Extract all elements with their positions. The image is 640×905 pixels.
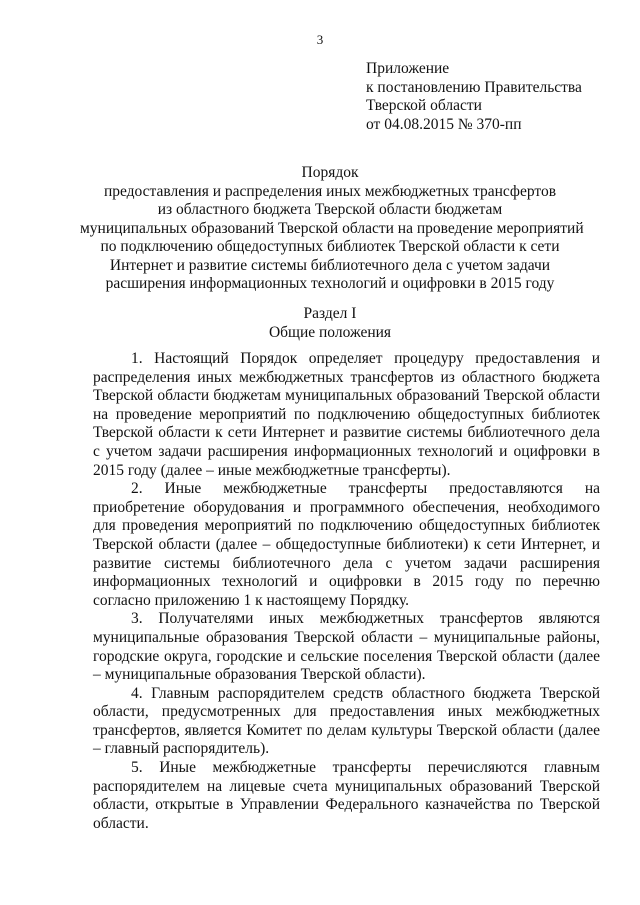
page-number: 3 xyxy=(316,32,324,47)
title-heading: Порядок xyxy=(301,164,359,181)
section-name: Общие положения xyxy=(268,324,392,341)
title-line: расширения информационных технологий и оцифровки в 2015 году xyxy=(105,275,555,292)
appendix-line: Приложение xyxy=(366,60,450,77)
document-body xyxy=(93,350,600,833)
title-line: по подключению общедоступных библиотек Тверской области к сети xyxy=(100,238,560,255)
title-line: предоставления и распределения иных межбюджетных трансфертов xyxy=(103,182,557,200)
paragraph-3: 3. Получателями иных межбюджетных трансфертов являются муниципальные образования Тверской области – муниципальные районы, городские округа, городские и сельские поселения Тверской области (далее – муниципальные образования Тверской области). xyxy=(93,610,600,684)
appendix-note xyxy=(366,60,626,134)
section-heading xyxy=(80,304,580,342)
title-line: Интернет и развитие системы библиотечного дела с учетом задачи xyxy=(109,256,551,274)
document-title xyxy=(80,164,584,294)
section-number: Раздел I xyxy=(303,305,357,322)
appendix-line: к постановлению Правительства xyxy=(366,78,582,96)
appendix-line: от 04.08.2015 № 370-пп xyxy=(366,115,522,133)
paragraph-4: 4. Главным распорядителем средств областного бюджета Тверской области, предусмотренных для предоставления иных межбюджетных трансфертов, является Комитет по делам культуры Тверской области (далее – главный распорядитель). xyxy=(93,684,600,758)
paragraph-5: 5. Иные межбюджетные трансферты перечисляются главным распорядителем на лицевые счета муниципальных образований Тверской области, открытые в Управлении Федерального казначейства по Тверской области. xyxy=(93,759,600,832)
title-line: муниципальных образований Тверской области на проведение мероприятий xyxy=(80,219,584,237)
paragraph-2: 2. Иные межбюджетные трансферты предоставляются на приобретение оборудования и программного обеспечения, необходимого для проведения мероприятий по подключению общедоступных библиотек Тверской области (далее – общедоступные библиотеки) к сети Интернет, и развитие системы библиотечного дела с учетом задачи расширения информационных технологий и оцифровки в 2015 году по перечню согласно приложению 1 к настоящему Порядку. xyxy=(93,480,600,609)
title-line: из областного бюджета Тверской области бюджетам xyxy=(157,201,503,218)
appendix-line: Тверской области xyxy=(366,97,482,114)
paragraph-1: 1. Настоящий Порядок определяет процедуру предоставления и распределения иных межбюджетных трансфертов из областного бюджета Тверской области бюджетам муниципальных образований Тверской области на проведение мероприятий по подключению общедоступных библиотек Тверской области к сети Интернет и развитие системы библиотечного дела с учетом задачи расширения информационных технологий и оцифровки в 2015 году (далее – иные межбюджетные трансферты). xyxy=(93,350,600,479)
